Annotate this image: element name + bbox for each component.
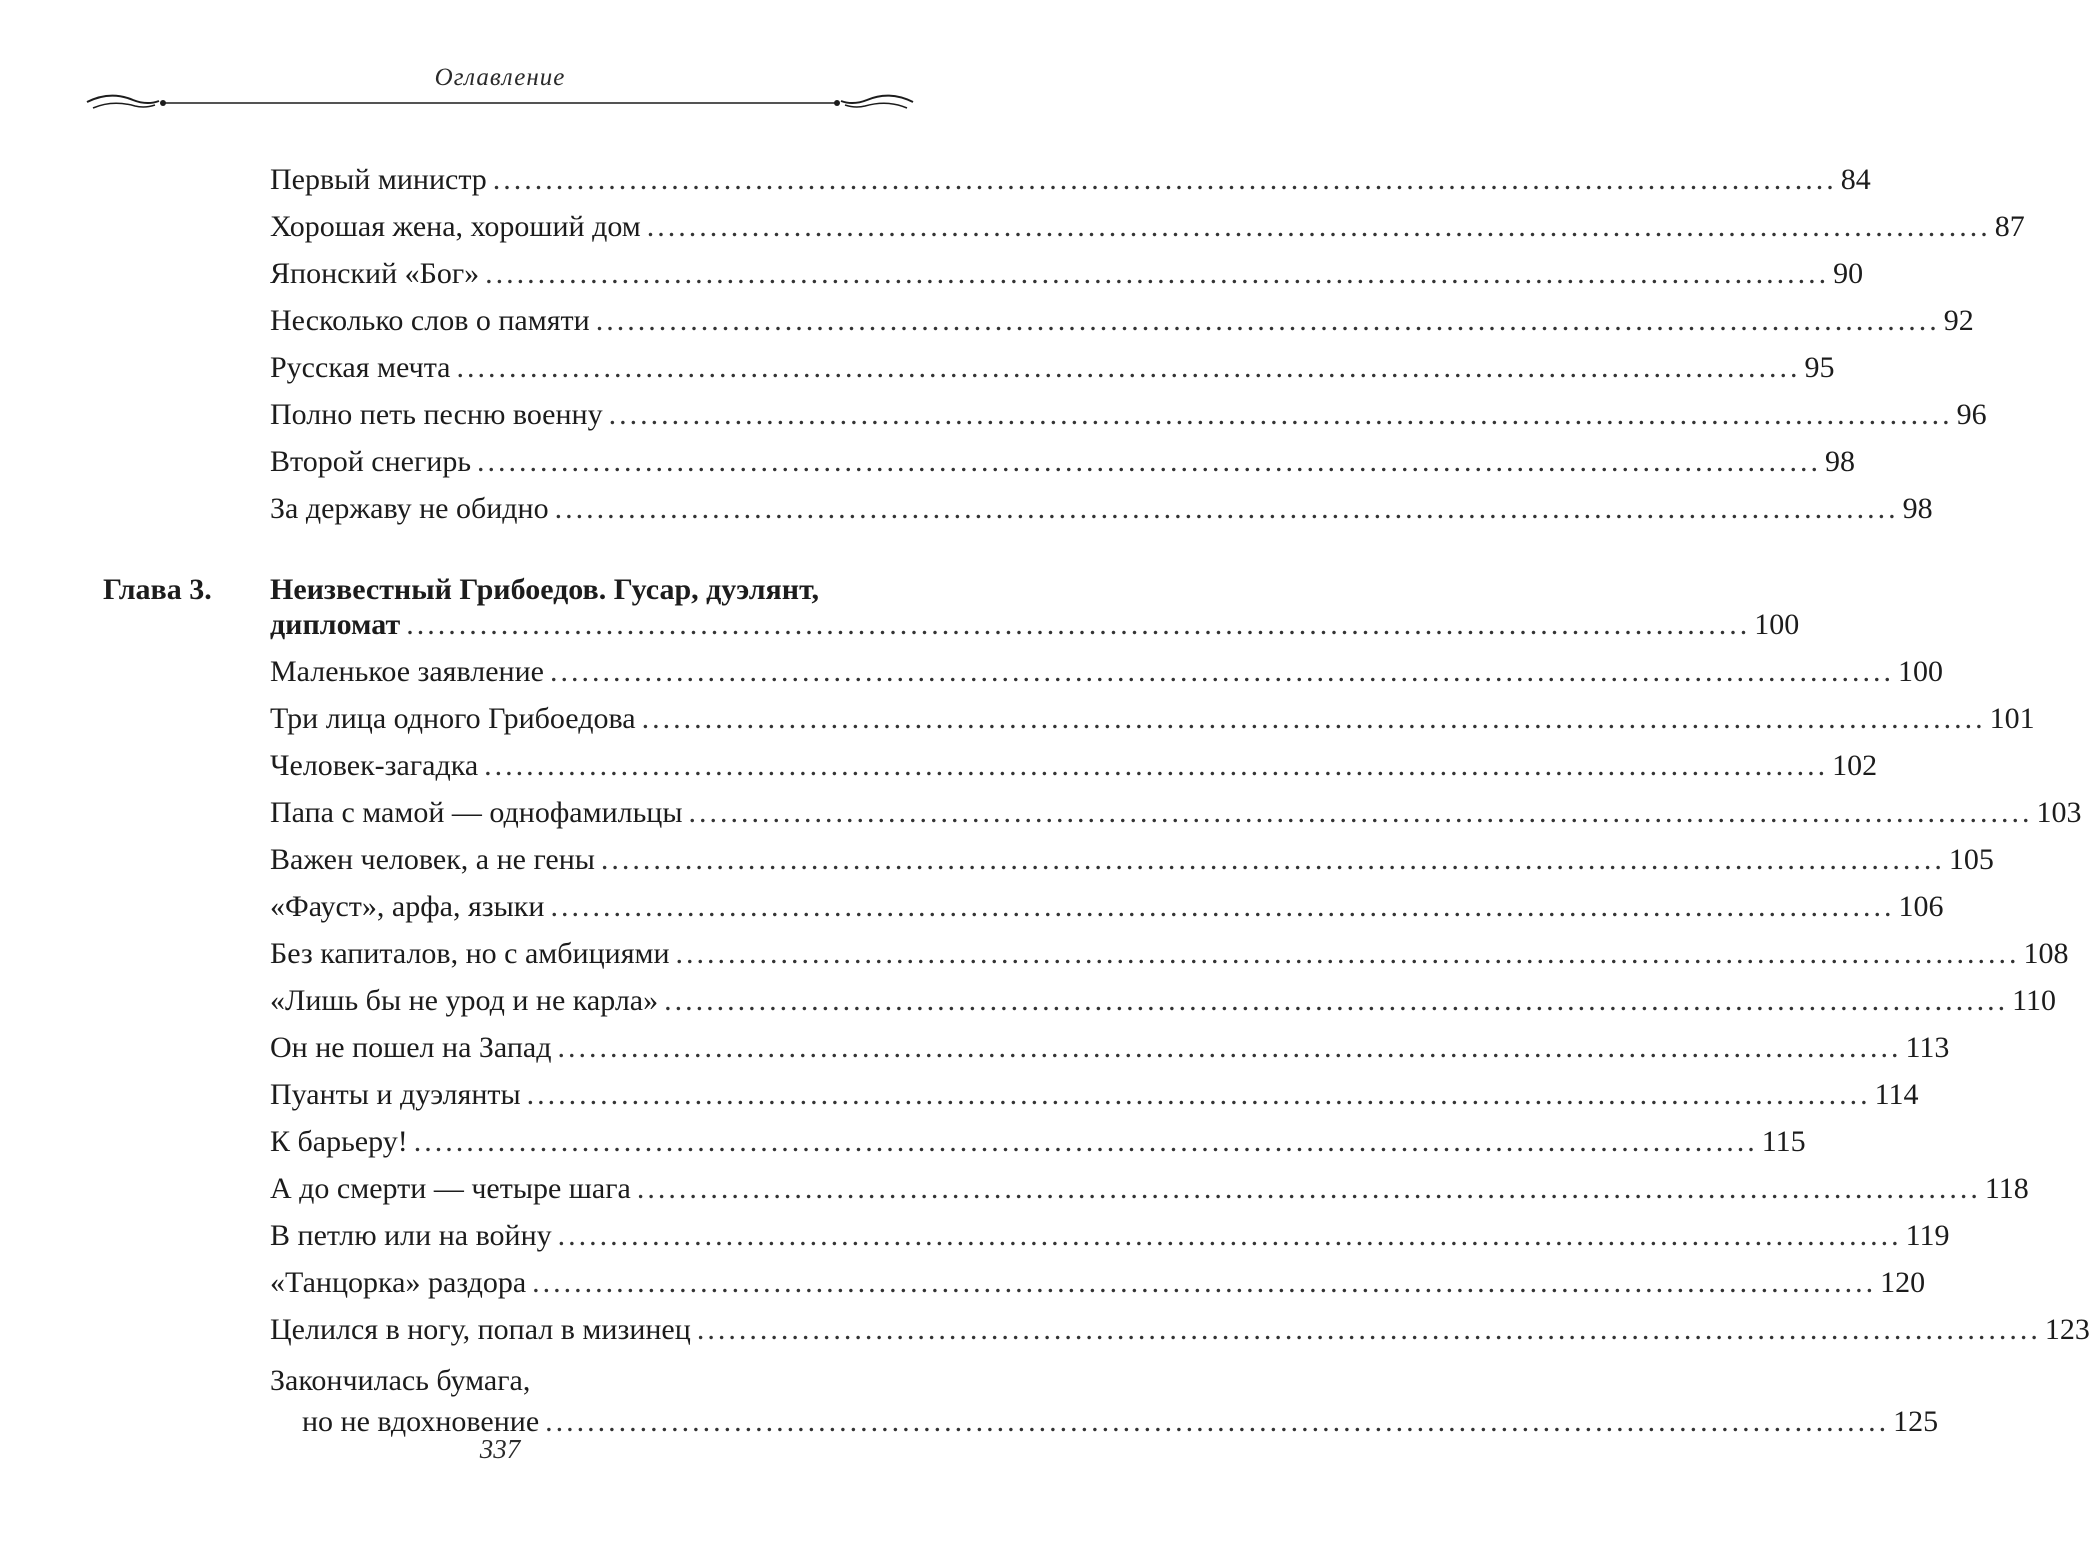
dot-leader: ................................................................................................................................ [636,1172,1981,1205]
dot-leader: ................................................................................................................................ [557,1219,1902,1252]
toc-entry[interactable] [270,840,1994,880]
dot-leader: ................................................................................................................................ [550,890,1895,923]
toc-entry-page: 123 [2044,1313,2090,1346]
dot-leader: ................................................................................................................................ [492,163,1837,196]
toc-entry[interactable] [270,1075,1919,1115]
toc-entry-title: Важен человек, а не гены [270,843,595,876]
toc-entry[interactable] [270,442,1856,482]
page-number: 337 [479,1434,521,1464]
toc-entry-page: 108 [2023,937,2069,970]
dot-leader: ................................................................................................................................ [608,398,1953,431]
toc-entry-page: 110 [2012,984,2057,1017]
dot-leader: ................................................................................................................................ [477,445,1822,478]
toc-entry-page: 114 [1874,1078,1919,1111]
toc-entry-title: Японский «Бог» [270,257,480,290]
toc-entry[interactable] [270,301,1974,341]
chapter-label: Глава 3. [103,573,212,606]
toc-entry-title: но не вдохновение [302,1405,540,1438]
toc-entry-page: 105 [1948,843,1994,876]
toc-entry-title: Человек-загадка [270,749,479,782]
dot-leader: ................................................................................................................................ [646,210,1991,243]
toc-entry[interactable] [270,793,2082,833]
toc-entry[interactable] [270,934,2069,974]
toc-entry-page: 118 [1984,1172,2029,1205]
toc-entry[interactable] [270,1028,1950,1068]
toc-entry-page: 119 [1905,1219,1950,1252]
toc-entry-page: 113 [1905,1031,1950,1064]
dot-leader: ................................................................................................................................ [554,492,1899,525]
toc-entry[interactable] [270,887,1944,927]
dot-leader: ................................................................................................................................ [485,257,1830,290]
dot-leader: ................................................................................................................................ [675,937,2020,970]
toc-entry-title: В петлю или на войну [270,1219,552,1252]
toc-entry[interactable] [270,1263,1926,1303]
running-head: Оглавление [434,64,566,91]
toc-entry-title: «Фауст», арфа, языки [270,890,545,923]
toc-entry-title: За державу не обидно [270,492,549,525]
dot-leader: ................................................................................................................................ [456,351,1801,384]
toc-entry-title: К барьеру! [270,1125,408,1158]
dot-leader: ................................................................................................................................ [413,1125,1758,1158]
dot-leader: ................................................................................................................................ [549,655,1894,688]
dot-leader: ................................................................................................................................ [688,796,2033,829]
toc-entry[interactable] [270,1310,2090,1350]
dot-leader: ................................................................................................................................ [595,304,1940,337]
toc-entry-title: Первый министр [270,163,487,196]
toc-entry[interactable] [270,699,2035,739]
toc-entry[interactable] [270,395,1987,435]
dot-leader: ................................................................................................................................ [664,984,2009,1017]
toc-entry-title: Без капиталов, но с амбициями [270,937,670,970]
dot-leader: ................................................................................................................................ [600,843,1945,876]
toc-entry-page: 125 [1893,1405,1939,1438]
toc-entry-page: 98 [1825,445,1856,478]
toc-entry-title: Три лица одного Грибоедова [270,702,636,735]
header-ornament-rule [85,88,915,118]
toc-entry-page: 101 [1989,702,2035,735]
toc-entry-title: Полно петь песню военну [270,398,603,431]
toc-entry[interactable] [270,1216,1950,1256]
toc-entry-page: 87 [1994,210,2025,243]
toc-entry-page: 120 [1880,1266,1926,1299]
dot-leader: ................................................................................................................................ [484,749,1829,782]
dot-leader: ................................................................................................................................ [641,702,1986,735]
dot-leader: ................................................................................................................................ [696,1313,2041,1346]
toc-entry-page: 100 [1897,655,1943,688]
toc-entry-title: Пуанты и дуэлянты [270,1078,521,1111]
toc-entry[interactable] [270,1169,2029,1209]
toc-entry-title: «Лишь бы не урод и не карла» [270,984,659,1017]
dot-leader: ................................................................................................................................ [545,1405,1890,1438]
toc-entry-page: 103 [2036,796,2082,829]
dot-leader: ................................................................................................................................ [526,1078,1871,1111]
toc-entry-page: 92 [1943,304,1974,337]
chapter-title-line: Неизвестный Грибоедов. Гусар, дуэлянт, [270,573,820,606]
toc-entry-title: Маленькое заявление [270,655,544,688]
toc-entry[interactable] [270,160,1871,200]
toc-entry[interactable] [270,652,1943,692]
toc-entry[interactable] [270,981,2057,1021]
toc-entry-title-line: Закончилась бумага, [270,1364,531,1397]
toc-entry-page: 95 [1804,351,1835,384]
toc-entry[interactable] [270,746,1878,786]
dot-leader: ................................................................................................................................ [532,1266,1877,1299]
toc-entry-page: 102 [1832,749,1878,782]
chapter-entry[interactable] [270,605,1800,645]
toc-entry[interactable] [270,348,1835,388]
dot-leader: ................................................................................................................................ [406,608,1751,641]
toc-entry-title: Хорошая жена, хороший дом [270,210,641,243]
toc-entry-page: 96 [1956,398,1987,431]
chapter-page: 100 [1754,608,1800,641]
toc-entry-title: Он не пошел на Запад [270,1031,552,1064]
toc-entry-page: 98 [1902,492,1933,525]
toc-entry-title: Папа с мамой — однофамильцы [270,796,683,829]
toc-entry-page: 115 [1761,1125,1806,1158]
chapter-title: дипломат [270,608,401,641]
dot-leader: ................................................................................................................................ [557,1031,1902,1064]
toc-entry-title: Несколько слов о памяти [270,304,590,337]
toc-entry-title: Целился в ногу, попал в мизинец [270,1313,691,1346]
toc-entry-title: Русская мечта [270,351,451,384]
toc-entry[interactable] [270,254,1864,294]
toc-entry-title: А до смерти — четыре шага [270,1172,631,1205]
toc-entry[interactable] [270,1122,1806,1162]
toc-entry-title: Второй снегирь [270,445,472,478]
toc-entry-page: 90 [1833,257,1864,290]
toc-entry-page: 106 [1898,890,1944,923]
toc-entry-page: 84 [1840,163,1871,196]
toc-entry-title: «Танцорка» раздора [270,1266,527,1299]
toc-entry[interactable] [270,489,1933,529]
toc-entry[interactable] [270,207,2025,247]
